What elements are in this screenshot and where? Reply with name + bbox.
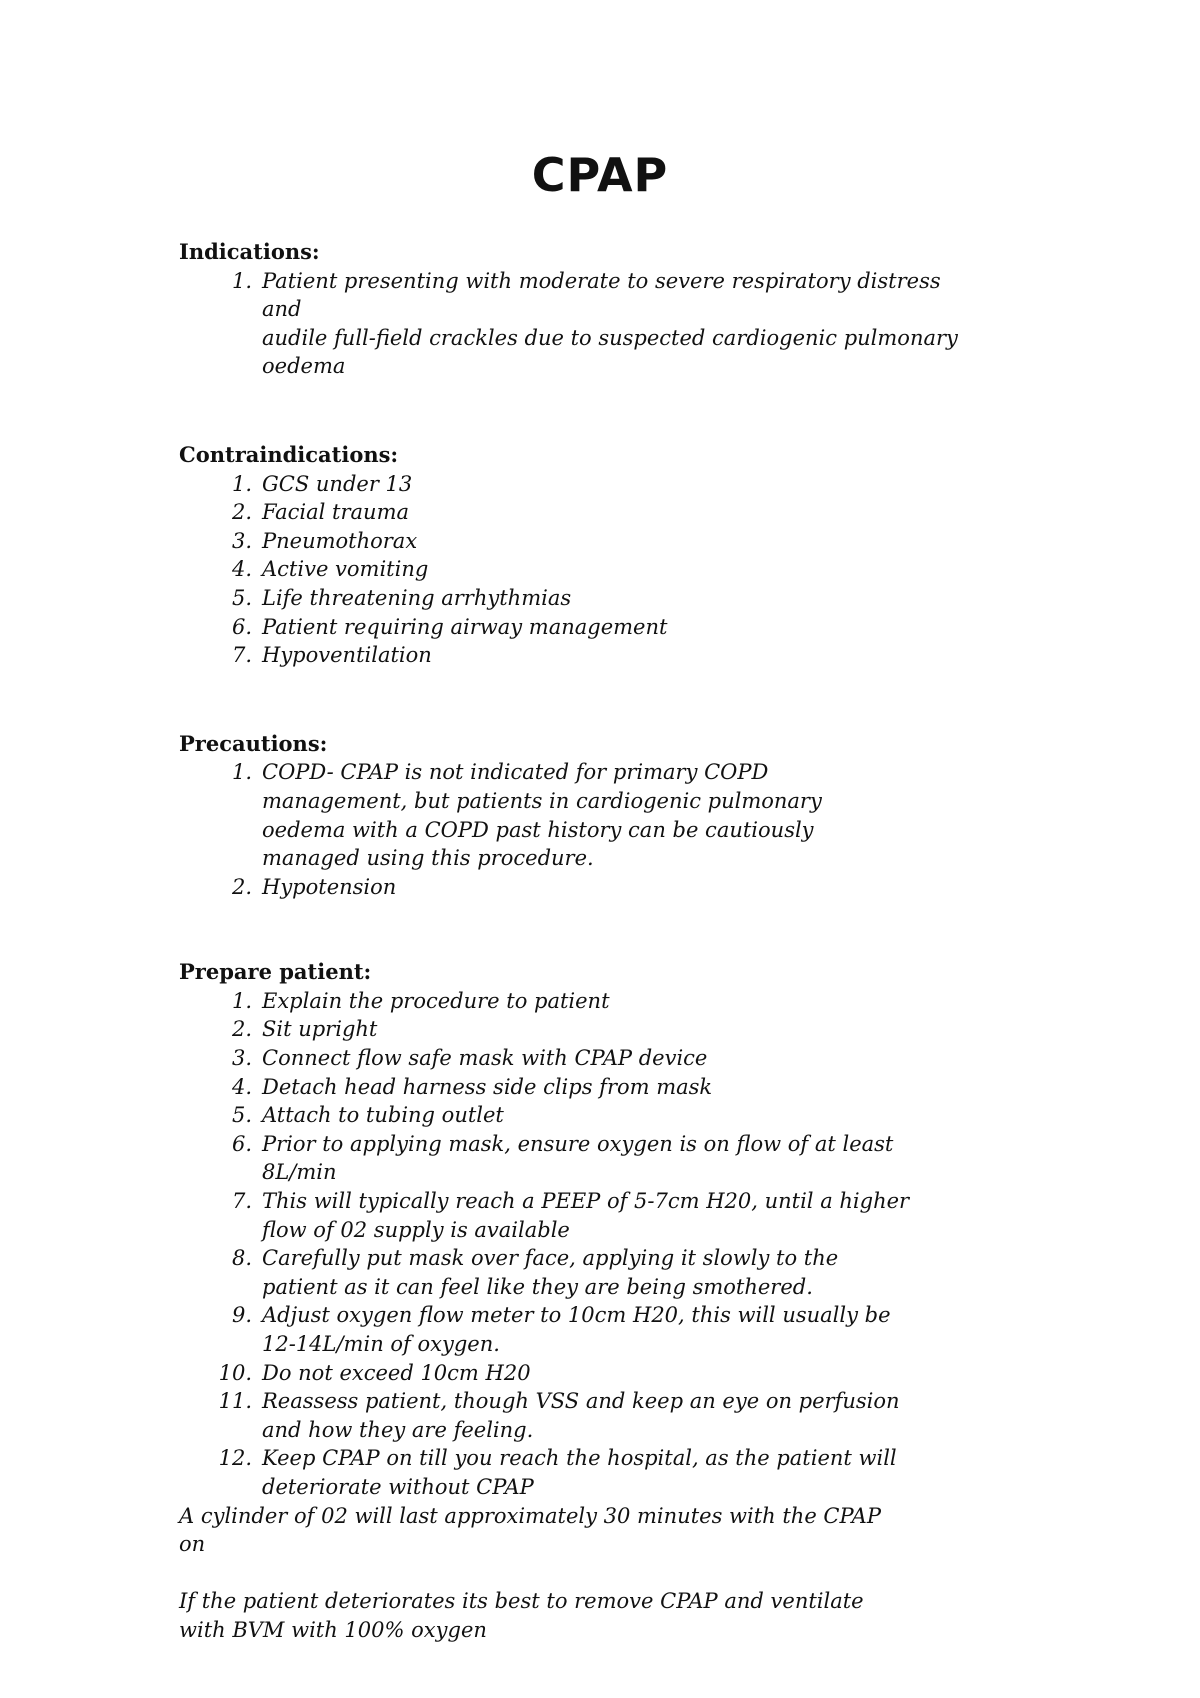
item-number: 5. — [231, 585, 252, 610]
item-line: Reassess patient, though VSS and keep an eye on perfusion — [262, 1389, 900, 1414]
item-number: 3. — [231, 1046, 252, 1071]
list-item — [179, 267, 979, 381]
item-text — [252, 555, 979, 584]
list-item — [179, 1015, 979, 1044]
item-line: Patient requiring airway management — [262, 614, 668, 639]
item-text — [252, 987, 979, 1016]
item-text — [252, 1387, 979, 1444]
list-item — [179, 873, 979, 902]
item-text — [252, 1130, 979, 1187]
item-number: 8. — [231, 1246, 252, 1271]
item-line: This will typically reach a PEEP of 5-7cm H20, until a higher — [262, 1189, 910, 1214]
note-deteriorates — [179, 1587, 979, 1644]
page-title: CPAP — [531, 148, 669, 202]
section-prepare-patient — [179, 958, 979, 1501]
item-line: 12-14L/min of oxygen. — [262, 1332, 500, 1356]
item-line: Hypotension — [262, 874, 397, 899]
list-item — [179, 470, 979, 499]
section-heading-contraindications: Contraindications: — [179, 441, 399, 467]
item-line: Connect flow safe mask with CPAP device — [262, 1046, 708, 1071]
item-text — [252, 527, 979, 556]
item-line: Detach head harness side clips from mask — [262, 1074, 713, 1099]
item-number: 7. — [231, 1189, 252, 1214]
item-line: deteriorate without CPAP — [262, 1474, 534, 1499]
spacer — [179, 901, 979, 958]
item-line: managed using this procedure. — [262, 846, 594, 871]
item-text — [252, 470, 979, 499]
item-line: Keep CPAP on till you reach the hospital, as the patient will — [262, 1446, 897, 1471]
item-line: Do not exceed 10cm H20 — [262, 1360, 531, 1385]
list-item — [179, 987, 979, 1016]
section-contraindications — [179, 441, 979, 670]
item-line: Adjust oxygen flow meter to 10cm H20, this will usually be — [262, 1303, 891, 1328]
item-number: 12. — [218, 1446, 252, 1471]
section-heading-precautions: Precautions: — [179, 730, 328, 756]
item-number: 4. — [231, 1074, 252, 1099]
item-line: Active vomiting — [262, 557, 429, 582]
item-line: Carefully put mask over face, applying it slowly to the — [262, 1246, 839, 1271]
list-item — [179, 1444, 979, 1501]
item-number: 1. — [231, 760, 252, 785]
spacer — [179, 670, 979, 727]
item-text — [252, 613, 979, 642]
list-indications — [179, 267, 979, 381]
section-precautions — [179, 730, 979, 902]
list-item — [179, 498, 979, 527]
item-line: audile full-field crackles due to suspected cardiogenic pulmonary — [262, 325, 958, 350]
item-text — [252, 1187, 979, 1244]
item-text — [252, 758, 979, 872]
item-line: COPD- CPAP is not indicated for primary COPD — [262, 760, 769, 785]
item-text — [252, 873, 979, 902]
list-precautions — [179, 758, 979, 901]
list-item — [179, 1073, 979, 1102]
note-cylinder — [179, 1502, 979, 1559]
item-line: management, but patients in cardiogenic pulmonary — [262, 788, 822, 813]
item-line: Patient presenting with moderate to severe respiratory distress and — [262, 268, 941, 322]
item-number: 2. — [231, 1017, 252, 1042]
item-number: 11. — [218, 1389, 252, 1414]
item-line: Attach to tubing outlet — [262, 1103, 504, 1128]
item-line: 8L/min — [262, 1160, 337, 1185]
item-line: Facial trauma — [262, 500, 410, 525]
list-item — [179, 527, 979, 556]
item-number: 1. — [231, 268, 252, 293]
item-text — [252, 1073, 979, 1102]
item-line: Explain the procedure to patient — [262, 988, 610, 1013]
item-number: 7. — [231, 643, 252, 668]
note-line: with BVM with 100% oxygen — [179, 1617, 487, 1642]
item-line: oedema with a COPD past history can be cautiously — [262, 817, 814, 842]
section-heading-indications: Indications: — [179, 239, 320, 264]
item-line: Prior to applying mask, ensure oxygen is on flow of at least — [262, 1131, 894, 1156]
list-item — [179, 555, 979, 584]
item-text — [252, 1101, 979, 1130]
list-prepare-patient — [179, 987, 979, 1502]
item-text — [252, 1359, 979, 1388]
item-line: Hypoventilation — [262, 643, 432, 668]
item-line: Pneumothorax — [262, 528, 418, 553]
note-line: A cylinder of 02 will last approximately 30 minutes with the CPAP — [179, 1503, 881, 1528]
item-line: and how they are feeling. — [262, 1417, 534, 1442]
item-text — [252, 267, 979, 381]
list-item — [179, 641, 979, 670]
section-heading-prepare-patient: Prepare patient: — [179, 959, 372, 985]
item-line: oedema — [262, 354, 346, 379]
list-item — [179, 584, 979, 613]
item-text — [252, 1444, 979, 1501]
item-text — [252, 1044, 979, 1073]
list-item — [179, 1130, 979, 1187]
item-line: patient as it can feel like they are being smothered. — [262, 1274, 813, 1299]
list-item — [179, 1187, 979, 1244]
item-line: flow of 02 supply is available — [262, 1217, 570, 1242]
list-item — [179, 1301, 979, 1358]
item-number: 2. — [231, 500, 252, 525]
spacer — [179, 1559, 979, 1588]
list-item — [179, 1044, 979, 1073]
item-number: 10. — [218, 1360, 252, 1385]
item-number: 2. — [231, 874, 252, 899]
item-number: 5. — [231, 1103, 252, 1128]
list-item — [179, 1244, 979, 1301]
section-indications — [179, 238, 979, 381]
item-line: Life threatening arrhythmias — [262, 585, 572, 610]
note-line: If the patient deteriorates its best to remove CPAP and ventilate — [179, 1589, 864, 1614]
list-item — [179, 1387, 979, 1444]
note-line: on — [179, 1532, 206, 1557]
document-body — [179, 238, 979, 1645]
list-item — [179, 613, 979, 642]
item-text — [252, 498, 979, 527]
item-text — [252, 584, 979, 613]
list-item — [179, 758, 979, 872]
item-text — [252, 641, 979, 670]
item-number: 9. — [231, 1303, 252, 1328]
item-number: 4. — [231, 557, 252, 582]
item-text — [252, 1301, 979, 1358]
item-text — [252, 1244, 979, 1301]
item-text — [252, 1015, 979, 1044]
item-number: 3. — [231, 528, 252, 553]
item-number: 6. — [231, 614, 252, 639]
item-number: 6. — [231, 1131, 252, 1156]
list-item — [179, 1101, 979, 1130]
item-line: Sit upright — [262, 1017, 378, 1042]
list-contraindications — [179, 470, 979, 670]
spacer — [179, 381, 979, 438]
item-line: GCS under 13 — [262, 471, 413, 496]
list-item — [179, 1359, 979, 1388]
item-number: 1. — [231, 471, 252, 496]
item-number: 1. — [231, 988, 252, 1013]
